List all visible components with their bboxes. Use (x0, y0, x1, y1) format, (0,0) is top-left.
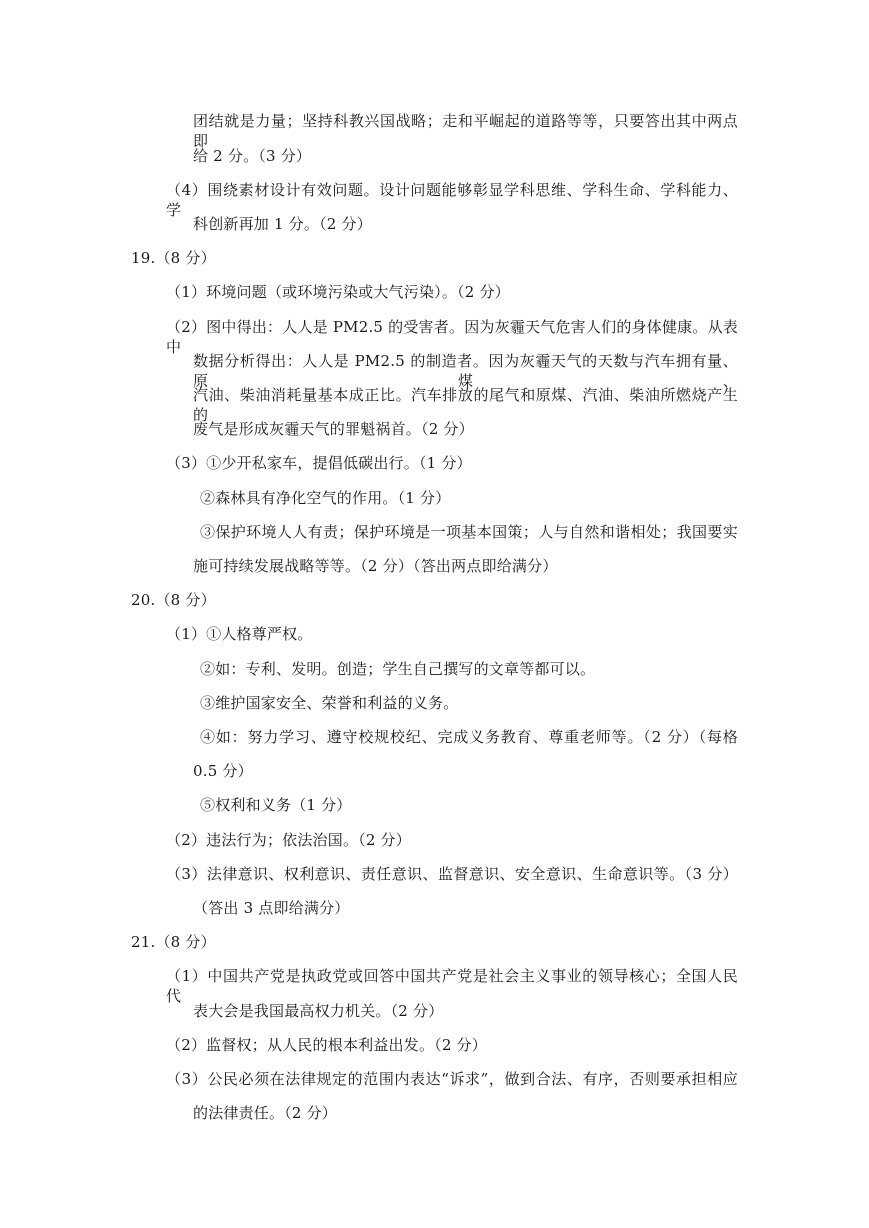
answer-line: ④如：努力学习、遵守校规校纪、完成义务教育、尊重老师等。（2 分）（每格 (200, 728, 738, 746)
answer-line: ②如：专利、发明。创造；学生自己撰写的文章等都可以。 (200, 660, 596, 678)
answer-line: 给 2 分。（3 分） (193, 147, 312, 165)
answer-line: 表大会是我国最高权力机关。（2 分） (193, 1002, 444, 1020)
question-heading: 20.（8 分） (131, 591, 216, 609)
answer-line: （3）公民必须在法律规定的范围内表达“诉求”，做到合法、有序，否则要承担相应 (166, 1070, 738, 1088)
answer-line: （1）中国共产党是执政党或回答中国共产党是社会主义事业的领导核心；全国人民代 (166, 967, 738, 1005)
answer-line: （2）监督权；从人民的根本利益出发。（2 分） (166, 1036, 487, 1054)
answer-line: （2）违法行为；依法治国。（2 分） (166, 831, 411, 849)
answer-line: ②森林具有净化空气的作用。（1 分） (200, 489, 451, 507)
answer-line: （答出 3 点即给满分） (193, 899, 350, 917)
answer-line: （1）①人格尊严权。 (166, 625, 313, 643)
answer-line: 0.5 分） (193, 762, 253, 780)
answer-line: 汽油、柴油消耗量基本成正比。汽车排放的尾气和原煤、汽油、柴油所燃烧产生的 (193, 386, 738, 424)
answer-line: 数据分析得出：人人是 PM2.5 的制造者。因为灰霾天气的天数与汽车拥有量、原煤、 (193, 352, 738, 390)
question-heading: 21.（8 分） (131, 933, 216, 951)
answer-line: 施可持续发展战略等等。（2 分）（答出两点即给满分） (193, 557, 558, 575)
answer-line: ⑤权利和义务（1 分） (200, 796, 352, 814)
question-heading: 19.（8 分） (131, 249, 216, 267)
answer-line: （3）法律意识、权利意识、责任意识、监督意识、安全意识、生命意识等。（3 分） (166, 865, 738, 883)
answer-line: （3）①少开私家车，提倡低碳出行。（1 分） (166, 454, 472, 472)
answer-line: ③维护国家安全、荣誉和利益的义务。 (200, 694, 459, 712)
answer-line: （2）图中得出：人人是 PM2.5 的受害者。因为灰霾天气危害人们的身体健康。从表中 (166, 318, 738, 356)
answer-line: 科创新再加 1 分。（2 分） (193, 215, 372, 233)
answer-line: 废气是形成灰霾天气的罪魁祸首。（2 分） (193, 420, 474, 438)
answer-line: 团结就是力量；坚持科教兴国战略；走和平崛起的道路等等，只要答出其中两点即 (193, 112, 738, 150)
answer-line: （4）围绕素材设计有效问题。设计问题能够彰显学科思维、学科生命、学科能力、学 (166, 181, 738, 219)
answer-line: ③保护环境人人有责；保护环境是一项基本国策；人与自然和谐相处；我国要实 (200, 523, 738, 541)
answer-line: 的法律责任。（2 分） (193, 1104, 338, 1122)
answer-line: （1）环境问题（或环境污染或大气污染）。（2 分） (166, 283, 510, 301)
